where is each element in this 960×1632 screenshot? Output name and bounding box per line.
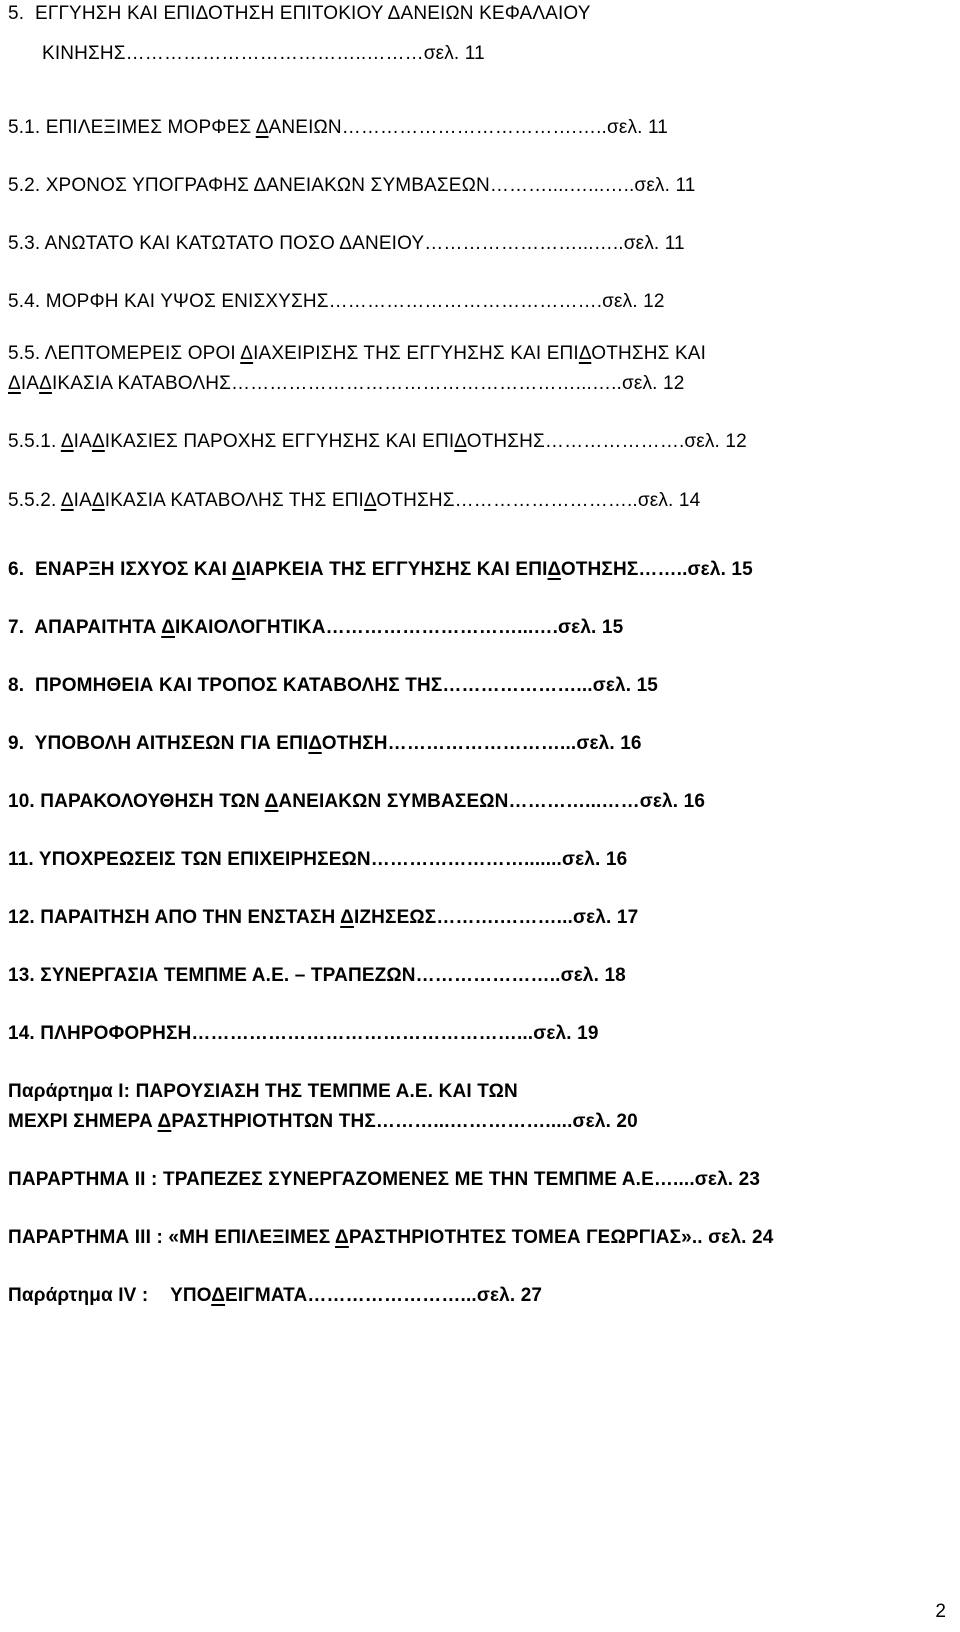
- toc-line-9: 9. ΥΠΟΒΟΛΗ ΑΙΤΗΣΕΩΝ ΓΙΑ ΕΠΙΔΟΤΗΣΗ………………………...σελ. 16: [8, 733, 642, 754]
- toc-line-5-4: 5.4. ΜΟΡΦΗ ΚΑΙ ΥΨΟΣ ΕΝΙΣΧΥΣΗΣ…………………………………….σελ. 12: [8, 291, 665, 312]
- toc-line-8: 8. ΠΡΟΜΗΘΕΙΑ ΚΑΙ ΤΡΟΠΟΣ ΚΑΤΑΒΟΛΗΣ ΤΗΣ…………………...σελ. 15: [8, 675, 659, 696]
- toc-line-6: 6. ΕΝΑΡΞΗ ΙΣΧΥΟΣ ΚΑΙ ΔΙΑΡΚΕΙΑ ΤΗΣ ΕΓΓΥΗΣΗΣ ΚΑΙ ΕΠΙΔΟΤΗΣΗΣ……..σελ. 15: [8, 559, 753, 580]
- toc-line-12: 12. ΠΑΡΑΙΤΗΣΗ ΑΠΟ ΤΗΝ ΕΝΣΤΑΣΗ ΔΙΖΗΣΕΩΣ……….………...σελ. 17: [8, 907, 639, 928]
- toc-appendix-2: ΠΑΡΑΡΤΗΜΑ ΙΙ : ΤΡΑΠΕΖΕΣ ΣΥΝΕΡΓΑΖΟΜΕΝΕΣ ΜΕ ΤΗΝ ΤΕΜΠΜΕ Α.Ε…....σελ. 23: [8, 1169, 761, 1190]
- toc-line-5-2: 5.2. ΧΡΟΝΟΣ ΥΠΟΓΡΑΦΗΣ ΔΑΝΕΙΑΚΩΝ ΣΥΜΒΑΣΕΩΝ………....…...…..σελ. 11: [8, 175, 696, 196]
- toc-line-13: 13. ΣΥΝΕΡΓΑΣΙΑ ΤΕΜΠΜΕ Α.Ε. – ΤΡΑΠΕΖΩΝ…………………..σελ. 18: [8, 965, 626, 986]
- toc-line-10: 10. ΠΑΡΑΚΟΛΟΥΘΗΣΗ ΤΩΝ ΔΑΝΕΙΑΚΩΝ ΣΥΜΒΑΣΕΩΝ…………...……σελ. 16: [8, 791, 706, 812]
- page-number: 2: [935, 1601, 946, 1622]
- toc-line-14: 14. ΠΛΗΡΟΦΟΡΗΣΗ……………………………………………...σελ. 19: [8, 1023, 599, 1044]
- toc-line-5-5: 5.5. ΛΕΠΤΟΜΕΡΕΙΣ ΟΡΟΙ ΔΙΑΧΕΙΡΙΣΗΣ ΤΗΣ ΕΓΓΥΗΣΗΣ ΚΑΙ ΕΠΙΔΟΤΗΣΗΣ ΚΑΙ: [8, 343, 707, 364]
- toc-appendix-1-cont: ΜΕΧΡΙ ΣΗΜΕΡΑ ΔΡΑΣΤΗΡΙΟΤΗΤΩΝ ΤΗΣ………...…………….....σελ. 20: [8, 1111, 638, 1132]
- toc-appendix-4: Παράρτημα IV : ΥΠΟΔΕΙΓΜΑΤΑ……………………...σελ. 27: [8, 1285, 543, 1306]
- toc-line-5: 5. ΕΓΓΥΗΣΗ ΚΑΙ ΕΠΙΔΟΤΗΣΗ ΕΠΙΤΟΚΙΟΥ ΔΑΝΕΙΩΝ ΚΕΦΑΛΑΙΟΥ: [8, 3, 591, 24]
- toc-line-5-5-1: 5.5.1. ΔΙΑΔΙΚΑΣΙΕΣ ΠΑΡΟΧΗΣ ΕΓΓΥΗΣΗΣ ΚΑΙ ΕΠΙΔΟΤΗΣΗΣ………………….σελ. 12: [8, 431, 747, 452]
- toc-appendix-1: Παράρτημα Ι: ΠΑΡΟΥΣΙΑΣΗ ΤΗΣ ΤΕΜΠΜΕ Α.Ε. ΚΑΙ ΤΩΝ: [8, 1081, 518, 1102]
- toc-line-5-cont: ΚΙΝΗΣΗΣ………………………………..………σελ. 11: [42, 43, 485, 64]
- toc-line-5-5-cont: ΔΙΑΔΙΚΑΣΙΑ ΚΑΤΑΒΟΛΗΣ………………………………………………...…..σελ. 12: [8, 373, 685, 394]
- toc-line-7: 7. ΑΠΑΡΑΙΤΗΤΑ ΔΙΚΑΙΟΛΟΓΗΤΙΚΑ…………………………...….σελ. 15: [8, 617, 624, 638]
- toc-line-5-1: 5.1. ΕΠΙΛΕΞΙΜΕΣ ΜΟΡΦΕΣ ΔΑΝΕΙΩΝ……………………………….…..σελ. 11: [8, 117, 668, 138]
- toc-appendix-3: ΠΑΡΑΡΤΗΜΑ ΙΙΙ : «ΜΗ ΕΠΙΛΕΞΙΜΕΣ ΔΡΑΣΤΗΡΙΟΤΗΤΕΣ ΤΟΜΕΑ ΓΕΩΡΓΙΑΣ».. σελ. 24: [8, 1227, 774, 1248]
- toc-line-11: 11. ΥΠΟΧΡΕΩΣΕΙΣ ΤΩΝ ΕΠΙΧΕΙΡΗΣΕΩΝ…………………….......σελ. 16: [8, 849, 628, 870]
- toc-line-5-5-2: 5.5.2. ΔΙΑΔΙΚΑΣΙΑ ΚΑΤΑΒΟΛΗΣ ΤΗΣ ΕΠΙΔΟΤΗΣΗΣ………………………..σελ. 14: [8, 490, 701, 511]
- toc-line-5-3: 5.3. ΑΝΩΤΑΤΟ ΚΑΙ ΚΑΤΩΤΑΤΟ ΠΟΣΟ ΔΑΝΕΙΟΥ……………………...…..σελ. 11: [8, 233, 685, 254]
